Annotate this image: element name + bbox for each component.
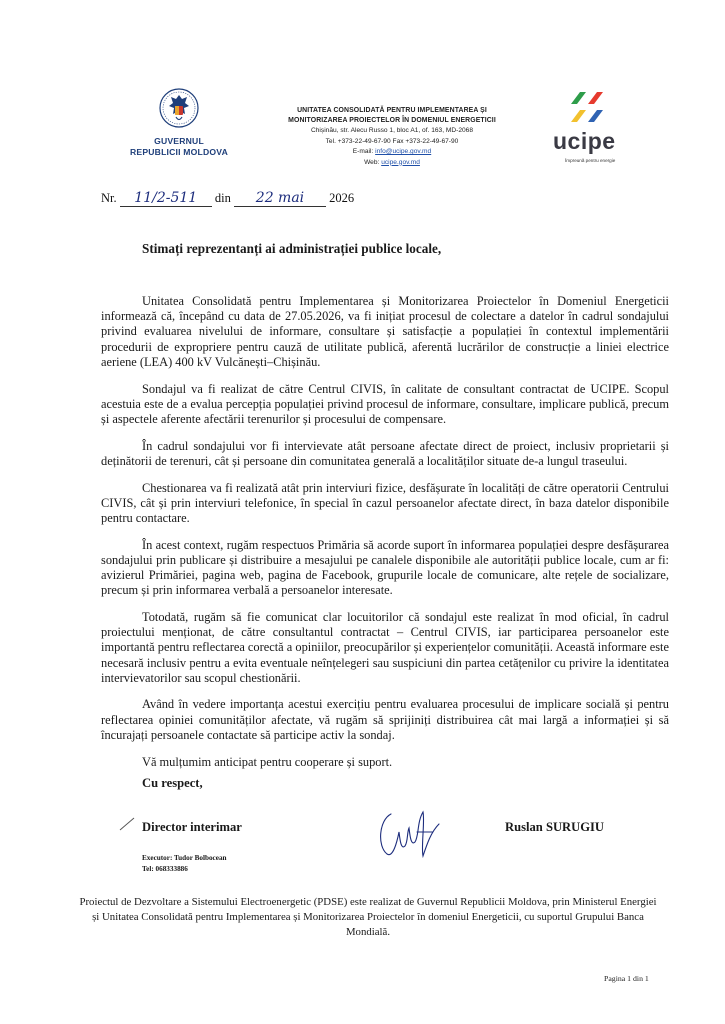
organization-name-line1: UNITATEA CONSOLIDATĂ PENTRU IMPLEMENTAREA ȘI: [297, 107, 487, 114]
government-name-line1: GUVERNUL: [154, 136, 204, 146]
signatory-name: Ruslan SURUGIU: [505, 820, 605, 834]
ucipe-logo-icon: [567, 90, 607, 126]
page-number: Pagina 1 din 1: [604, 974, 649, 983]
organization-header: [262, 106, 522, 168]
organization-web-row: [262, 158, 522, 169]
greeting: Stimați reprezentanți ai administrației publice locale,: [142, 241, 442, 256]
paragraph-6: Totodată, rugăm să fie comunicat clar locuitorilor că sondajul este realizat în mod oficial, în cadrul proiectului menționat, de către consultantul contractat – Centrul CIVIS, iar participarea persoanelor este importantă pentru reflectarea corectă a opiniilor, preocupărilor și experiențelor comunității. Această informare este necesară inclusiv pentru a evita eventuale neînțelegeri sau suspiciuni din partea cetățenilor cu privire la identitatea intervievatorilor sau scopul chestionării.: [101, 609, 669, 685]
executor-phone: Tel: 068333886: [142, 865, 188, 873]
coat-of-arms-icon: [159, 86, 199, 130]
paragraph-5: În acest context, rugăm respectuos Primăria să acorde suport în informarea populației despre desfășurarea sondajului prin publicare și distribuire a mesajului pe canalele disponibile ale autorității publice locale, cum ar fi: avizierul Primăriei, pagina web, pagina de Facebook, grupurile locale de comunicare, alte rețele de socializare, precum și prin informarea verbală a persoanelor interesate.: [101, 537, 669, 598]
ucipe-wordmark: ucipe: [553, 128, 616, 154]
letter-body: [101, 294, 669, 781]
nr-label: Nr.: [101, 191, 117, 205]
government-header: [118, 86, 240, 158]
closing: Cu respect,: [142, 776, 203, 790]
din-label: din: [214, 191, 231, 205]
date-value: 22 mai: [234, 190, 326, 207]
nr-value: 11/2-511: [120, 190, 212, 207]
organization-phone: Tel. +373-22-49-67-90 Fax +373-22-49-67-90: [325, 137, 459, 145]
web-link[interactable]: ucipe.gov.md: [381, 158, 420, 166]
paragraph-1: Unitatea Consolidată pentru Implementarea și Monitorizarea Proiectelor în Domeniul Energeticii informează că, începând cu data de 27.05.2026, va fi inițiat procesul de colectare a datelor în cadrul sondajului privind evaluarea nivelului de informare, consultare și satisfacție a populației în contextul implementării procedurii de expropriere pentru cauză de utilitate publică, aferentă lucrărilor de construcție a liniei electrice aeriene (LEA) 400 kV Vulcănești–Chișinău.: [101, 294, 669, 369]
signatory-title: Director interimar: [142, 820, 242, 834]
organization-name-line2: MONITORIZAREA PROIECTELOR ÎN DOMENIUL ENERGETICII: [288, 117, 496, 124]
paragraph-7: Având în vedere importanța acestui exercițiu pentru evaluarea procesului de implicare socială și pentru reflectarea opiniei comunităților afectate, vă rugăm să sprijiniți distribuirea cât mai largă a informației și să încurajați persoanele contactate să participe activ la sondaj.: [101, 697, 669, 742]
registration-line: [101, 190, 354, 207]
paragraph-2: Sondajul va fi realizat de către Centrul CIVIS, în calitate de consultant contractat de UCIPE. Scopul acestuia este de a evalua percepția populației privind procesul de informare, consultare, implicare publică, precum și aspectele aferente afectării terenurilor și procesului de compensare.: [101, 381, 669, 426]
email-label: E-mail:: [352, 148, 376, 155]
organization-address: Chișinău, str. Alecu Russo 1, bloc A1, of. 163, MD-2068: [311, 127, 473, 134]
email-link[interactable]: info@ucipe.gov.md: [375, 148, 432, 155]
handwritten-signature-icon: [373, 802, 443, 862]
web-label: Web:: [364, 158, 382, 166]
paragraph-4: Chestionarea va fi realizată atât prin interviuri fizice, desfășurate în localități de către operatorii Centrului CIVIS, cât și prin interviuri telefonice, în special în cazul persoanelor afectate direct, în baza datelor disponibile pentru contactare.: [101, 480, 669, 525]
government-name-line2: REPUBLICII MOLDOVA: [130, 147, 228, 157]
paragraph-8: Vă mulțumim anticipat pentru cooperare și suport.: [142, 754, 393, 769]
slash-mark-icon: [118, 816, 138, 832]
paragraph-3: În cadrul sondajului vor fi intervievate atât persoane afectate direct de proiect, inclusiv proprietarii și deținătorii de terenuri, cât și persoane din comunitatea generală a localităților situate de-a lungul traseului.: [101, 438, 669, 468]
executor-name: Executor: Tudor Bolbocean: [142, 854, 227, 862]
project-footer: Proiectul de Dezvoltare a Sistemului Electroenergetic (PDSE) este realizat de Guvernul Republicii Moldova, prin Ministerul Energiei și Unitatea Consolidată pentru Implementarea și Monitorizarea Proiectelor în domeniul Energeticii, cu suportul Grupului Banca Mondială.: [79, 896, 657, 938]
organization-email-row: [262, 147, 522, 158]
executor-info: [142, 853, 227, 875]
ucipe-tagline: Împreună pentru energie: [565, 158, 616, 163]
year: 2026: [329, 191, 355, 205]
